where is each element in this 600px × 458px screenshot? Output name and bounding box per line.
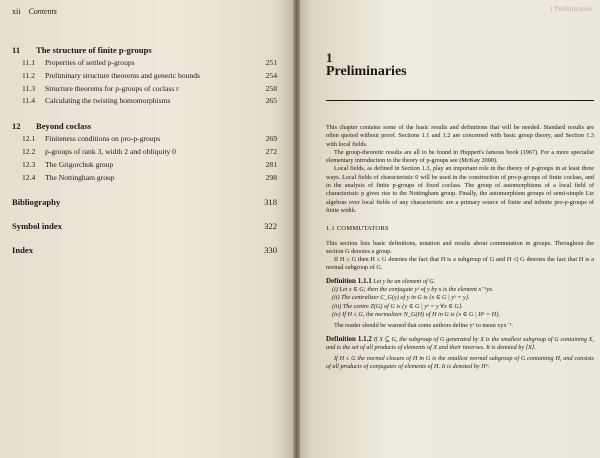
chapter-number: 12	[12, 121, 21, 132]
section-title: The Grigorchuk group	[45, 159, 114, 169]
toc-chapter-12	[12, 121, 277, 184]
intro-paragraph: This chapter contains some of the basic results and definitions that will be needed. Standard results are often quoted without proof. Sections 1.1 and 1.2 are concerned with basic group theory, and Section 1.3 with local fields.	[326, 124, 594, 148]
section-number: 12.4	[22, 172, 36, 182]
definition-label: Definition 1.1.1	[326, 276, 372, 285]
misc-title: Bibliography	[12, 197, 61, 208]
definition-remark: The reader should be warned that some authors define yˣ to mean xyx⁻¹.	[334, 322, 514, 330]
definition-label: Definition 1.1.2	[326, 334, 372, 343]
section-title: The Nottingham group	[45, 172, 115, 182]
book-gutter	[293, 0, 300, 458]
section-title: p-groups of rank 3, width 2 and obliquity 0	[45, 146, 176, 156]
definition-item: (ii) The centralizer C_G(y) of y in G is {x ∈ G | yˣ = y}.	[332, 294, 470, 302]
chapter-title: Beyond coclass	[36, 121, 92, 132]
misc-page: 330	[264, 245, 277, 256]
chapter-body	[326, 124, 594, 372]
definition-item: (iii) The centre Z(G) of G is {y ∈ G | yˣ = y ∀x ∈ G}.	[332, 302, 463, 310]
toc-index[interactable]	[12, 245, 277, 255]
chapter-number: 11	[12, 45, 21, 55]
toc-symbol-index[interactable]	[12, 221, 277, 231]
definition-lead: Let y be an element of G.	[373, 277, 436, 285]
chapter-number: 1	[326, 50, 333, 65]
intro-paragraph: Local fields, as defined in Section 1.3, play an important role in the theory of p-groups in at least three ways. Local fields of characteristic 0 will be used in the construction of pro-p-groups of finite coclass, and in the analysis of finite p-groups of fixed coclass. The group of automorphisms of a local field of characteristic p gives rise to the Nottingham group. Finally, the automorphism groups of semi-simple Lie algebras over local fields of any characteristic are a primary source of finite and infinite pro-p-groups of finite width.	[326, 165, 594, 214]
chapter-rule	[326, 100, 594, 101]
definition-1-1-1	[326, 277, 594, 331]
definition-text-2	[326, 355, 594, 372]
toc-entry[interactable]	[12, 146, 277, 159]
misc-title: Index	[12, 245, 34, 256]
toc-entry[interactable]	[12, 70, 277, 83]
misc-page: 318	[264, 197, 277, 208]
section-heading: 1.1 COMMUTATORS	[326, 225, 389, 233]
intro-paragraph: The group-theoretic results are all to be found in Huppert's famous book (1967). For a more specialist elementary introduction to the theory of p-groups see (McKay 2000).	[326, 148, 594, 165]
section-page: 251	[265, 58, 277, 67]
definition-text-2-body: If H ≤ G the normal closure of H in G is the smallest normal subgroup of G containing H, and consists of all products of conjugates of elements of H. It is denoted by Hᴳ.	[326, 355, 594, 371]
page-number: xii	[12, 7, 21, 16]
misc-page: 322	[264, 221, 277, 232]
chapter-heading	[12, 121, 277, 131]
definition-item: (i) Let x ∈ G; then the conjugate yˣ of y by x is the element x⁻¹yx.	[332, 286, 494, 294]
definition-text: If X ⊆ G, the subgroup of G generated by X is the smallest subgroup of G containing X, and is the set of all products of elements of X and their inverses. It is denoted by ⟨X⟩.	[326, 335, 594, 351]
toc-chapter-11	[12, 45, 277, 108]
section-title: Preliminary structure theorems and generic bounds	[45, 70, 200, 80]
section-number: 12.1	[22, 134, 36, 144]
toc-entry[interactable]	[12, 83, 277, 96]
section-number: 12.2	[22, 146, 36, 156]
toc-bibliography[interactable]	[12, 197, 277, 207]
right-page-chapter	[296, 0, 600, 458]
chapter-title: Preliminaries	[326, 64, 407, 79]
definition-item: (iv) If H ≤ G, the normalizer N_G(H) of H in G is {x ∈ G | Hˣ = H}.	[332, 310, 501, 318]
section-title: Properties of settled p-groups	[45, 58, 135, 67]
toc-entry[interactable]	[12, 159, 277, 172]
left-page-contents	[0, 0, 298, 458]
faint-running-head: 1 Preliminaries	[549, 5, 592, 13]
section-paragraph: This section lists basic definitions, notation and results about commutation in groups. Throughout the section G denotes a group.	[326, 239, 594, 255]
section-paragraph: If H ≤ G then H ≤ G denotes the fact that H is a subgroup of G and H ◁ G denotes the fact that H is a normal subgroup of G.	[326, 256, 594, 272]
section-number: 11.4	[22, 96, 36, 106]
toc-entry[interactable]	[12, 133, 277, 146]
section-number: 11.2	[22, 70, 36, 80]
toc-entry[interactable]	[12, 172, 277, 185]
section-number: 12.3	[22, 159, 36, 169]
toc-entry[interactable]	[12, 57, 277, 70]
section-title: Calculating the twisting homomorphisms	[45, 96, 171, 106]
running-head	[12, 7, 57, 16]
section-page: 272	[265, 146, 277, 156]
section-page: 254	[265, 70, 277, 80]
definition-1-1-2	[326, 335, 594, 372]
section-page: 265	[265, 96, 277, 106]
misc-title: Symbol index	[12, 221, 62, 232]
table-of-contents	[12, 45, 277, 269]
section-page: 281	[265, 159, 277, 169]
section-page: 298	[265, 172, 277, 182]
section-title: Structure theorems for p-groups of coclass r	[45, 83, 179, 93]
section-page: 258	[265, 83, 277, 93]
running-head-title: Contents	[28, 7, 57, 16]
section-title: Finiteness conditions on pro-p-groups	[45, 134, 161, 144]
section-number: 11.3	[22, 83, 36, 93]
chapter-title: The structure of finite p-groups	[36, 45, 152, 55]
section-number: 11.1	[22, 58, 36, 67]
section-page: 269	[265, 134, 277, 144]
toc-entry[interactable]	[12, 95, 277, 108]
chapter-heading	[12, 45, 277, 55]
